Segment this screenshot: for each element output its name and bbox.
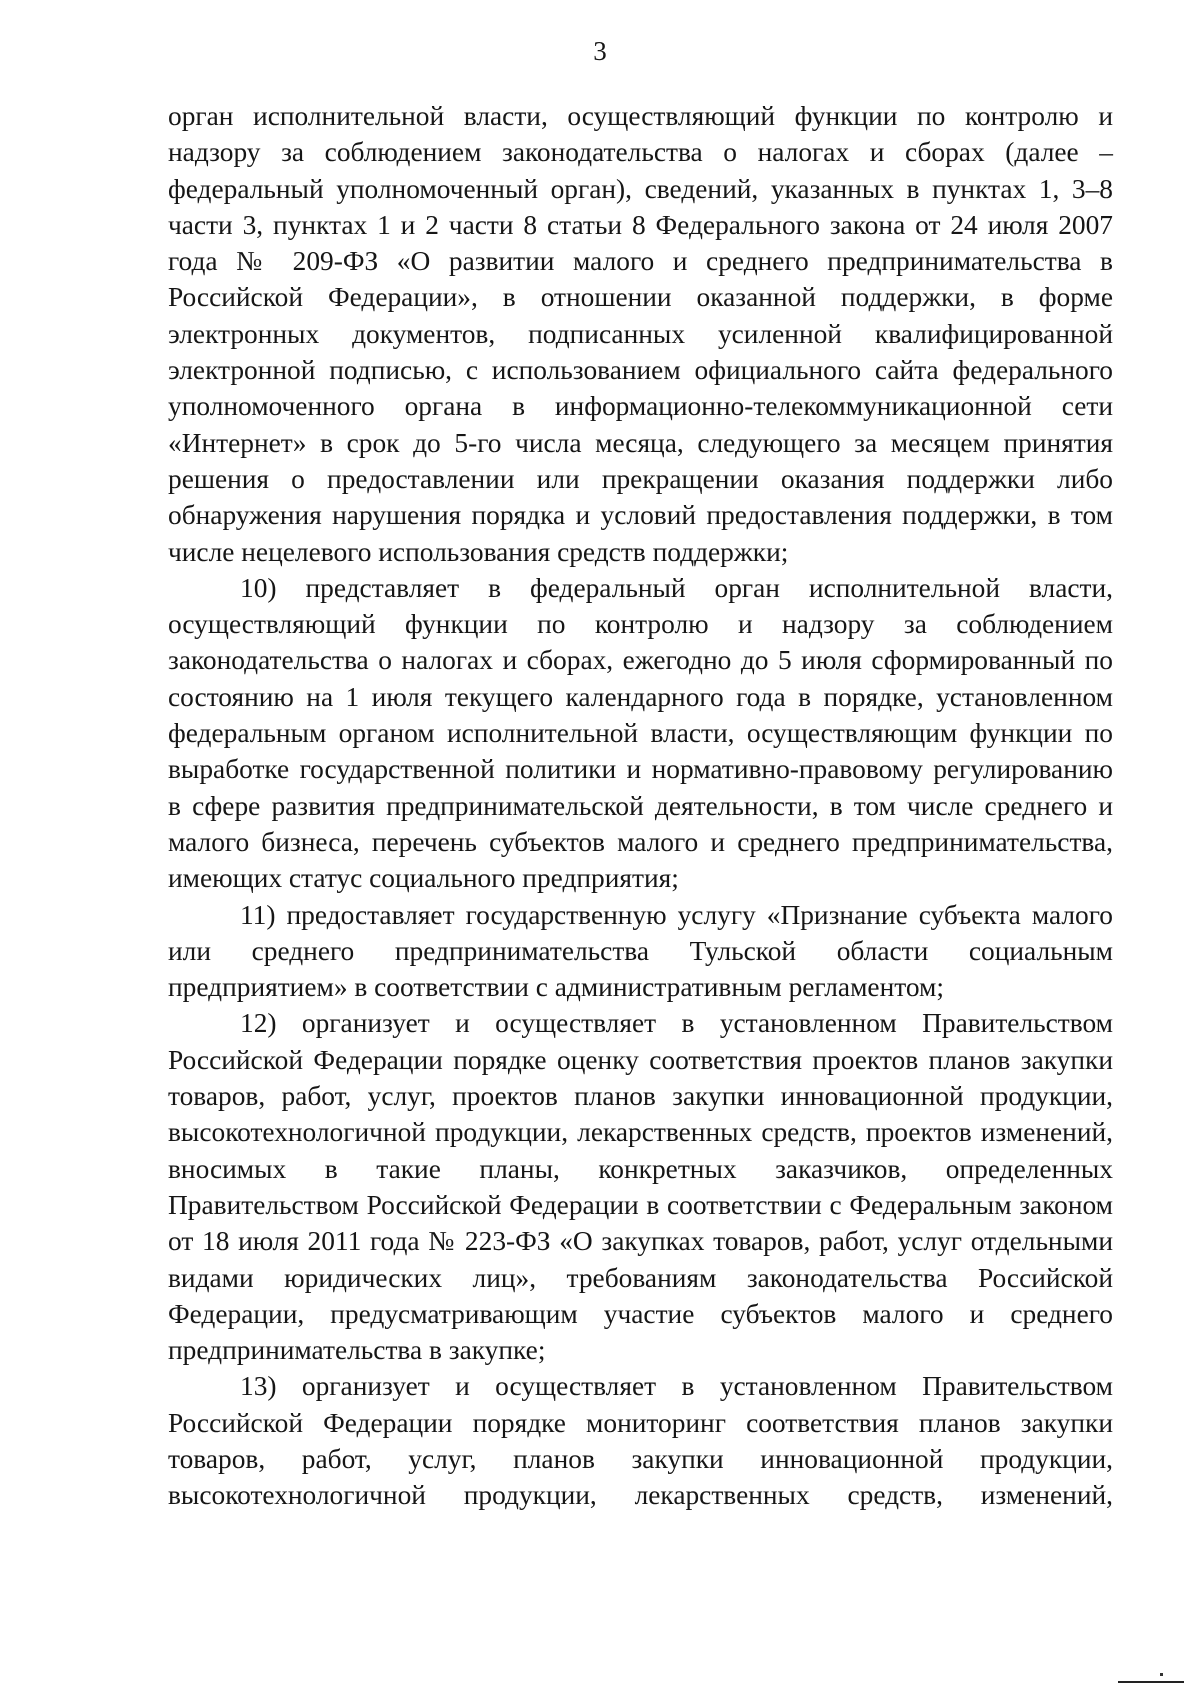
scan-mark-dot: [1160, 1673, 1163, 1676]
paragraph-continuation: орган исполнительной власти, осуществляющий функции по контролю и надзору за соблюдением законодательства о налогах и сборах (далее – федеральный уполномоченный орган), сведений, указанных в пунктах 1, 3–8 части 3, пунктах 1 и 2 части 8 статьи 8 Федерального закона от 24 июля 2007 года № 209-ФЗ «О развитии малого и среднего предпринимательства в Российской Федерации», в отношении оказанной поддержки, в форме электронных документов, подписанных усиленной квалифицированной электронной подписью, с использованием официального сайта федерального уполномоченного органа в информационно-телекоммуникационной сети «Интернет» в срок до 5-го числа месяца, следующего за месяцем принятия решения о предоставлении или прекращении оказания поддержки либо обнаружения нарушения порядка и условий предоставления поддержки, в том числе нецелевого использования средств поддержки;: [168, 101, 1113, 567]
document-body: [168, 98, 1113, 1514]
paragraph-item-11: 11) предоставляет государственную услугу «Признание субъекта малого или среднего предпринимательства Тульской области социальным предприятием» в соответствии с административным регламентом;: [168, 899, 1113, 1003]
scan-mark-line: [1118, 1681, 1184, 1683]
paragraph-item-13: 13) организует и осуществляет в установленном Правительством Российской Федерации порядке мониторинг соответствия планов закупки товаров, работ, услуг, планов закупки инновационной продукции, высокотехнологичной продукции, лекарственных средств, изменений,: [168, 1371, 1113, 1511]
page-number: 3: [593, 36, 607, 66]
paragraph-item-12: 12) организует и осуществляет в установленном Правительством Российской Федерации порядке оценку соответствия проектов планов закупки товаров, работ, услуг, проектов планов закупки инновационной продукции, высокотехнологичной продукции, лекарственных средств, проектов изменений, вносимых в такие планы, конкретных заказчиков, определенных Правительством Российской Федерации в соответствии с Федеральным законом от 18 июля 2011 года № 223-ФЗ «О закупках товаров, работ, услуг отдельными видами юридических лиц», требованиям законодательства Российской Федерации, предусматривающим участие субъектов малого и среднего предпринимательства в закупке;: [168, 1008, 1113, 1366]
paragraph-item-10: 10) представляет в федеральный орган исполнительной власти, осуществляющий функции по контролю и надзору за соблюдением законодательства о налогах и сборах, ежегодно до 5 июля сформированный по состоянию на 1 июля текущего календарного года в порядке, установленном федеральным органом исполнительной власти, осуществляющим функции по выработке государственной политики и нормативно-правовому регулированию в сфере развития предпринимательской деятельности, в том числе среднего и малого бизнеса, перечень субъектов малого и среднего предпринимательства, имеющих статус социального предприятия;: [168, 572, 1113, 894]
